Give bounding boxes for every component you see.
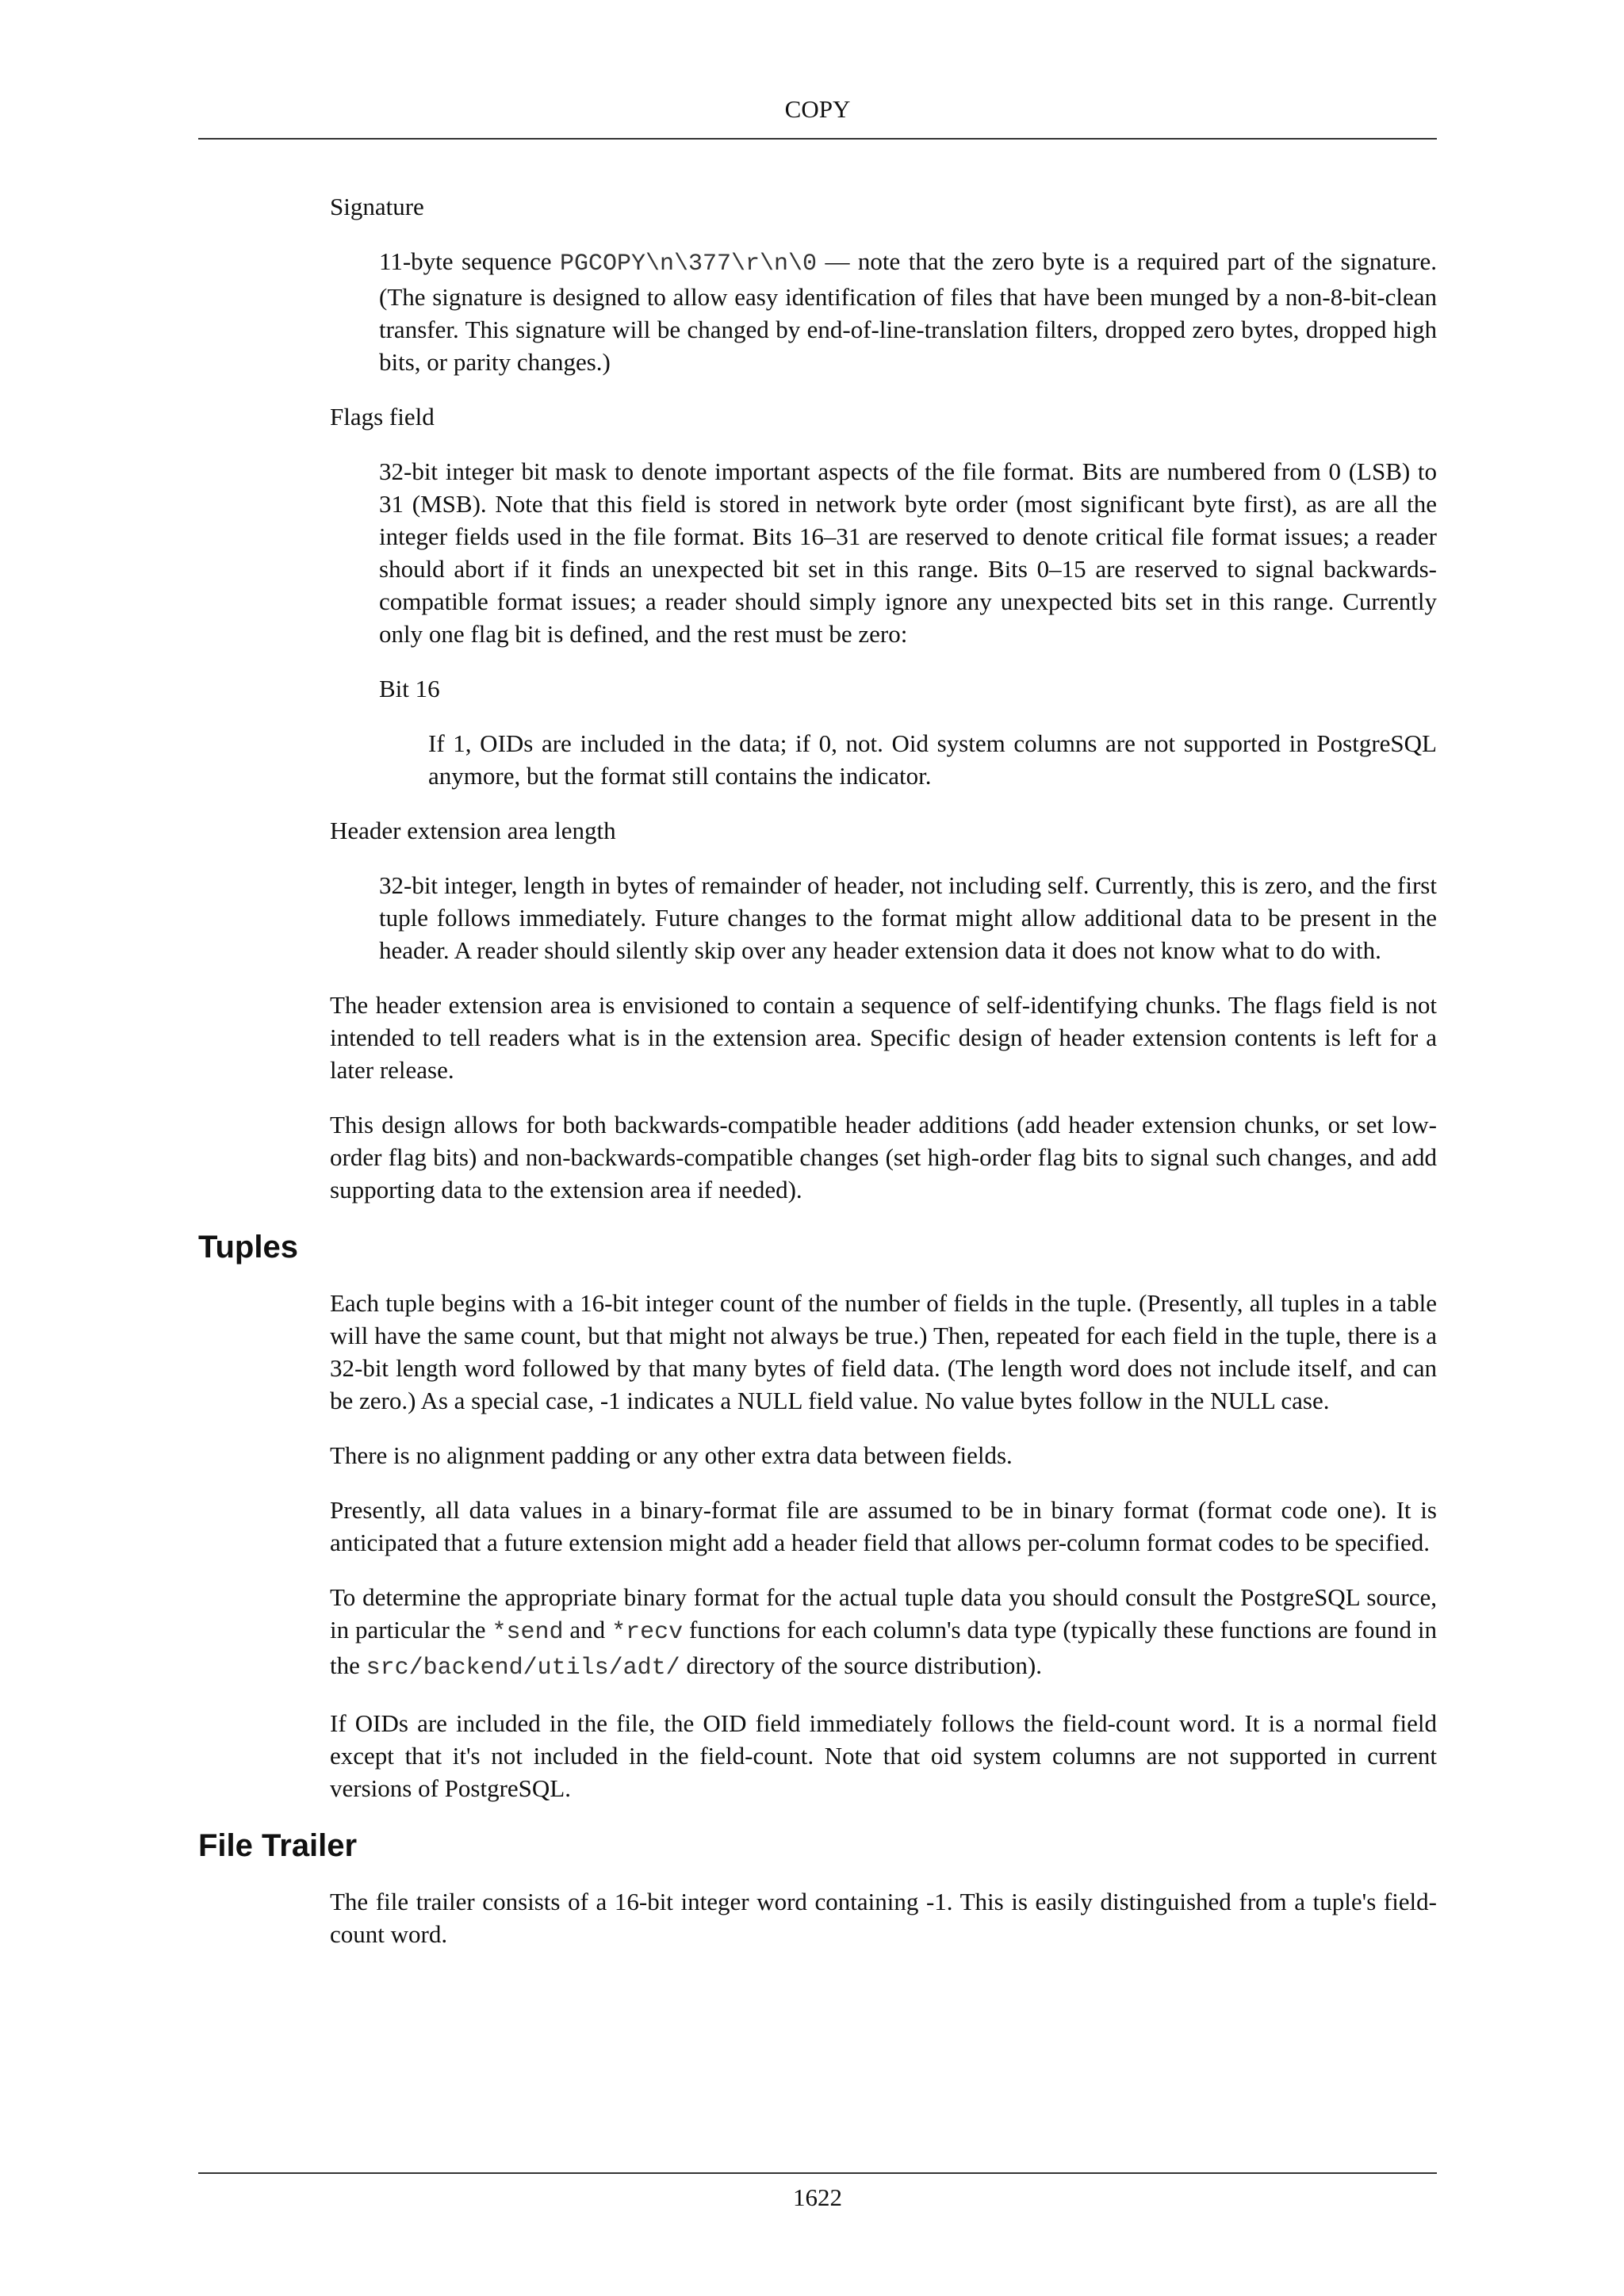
- section-heading-file-trailer: File Trailer: [198, 1828, 358, 1863]
- page-content: [198, 190, 1437, 1973]
- footer-rule: [198, 2172, 1437, 2174]
- section-heading-tuples: Tuples: [198, 1230, 298, 1265]
- flags-description: 32-bit integer bit mask to denote important aspects of the file format. Bits are numbered from 0 (LSB) to 31 (MSB). Note that this field is stored in network byte order (most significant byte first), as are all the integer fields used in the file format. Bits 16–31 are reserved to denote critical file format issues; a reader should abort if it finds an unexpected bit set in this range. Bits 0–15 are reserved to signal backwards-compatible format issues; a reader should simply ignore any unexpected bits set in this range. Currently only one flag bit is defined, and the rest must be zero:: [379, 457, 1437, 648]
- paragraph: This design allows for both backwards-compatible header additions (add header extension chunks, or set low-order flag bits) and non-backwards-compatible changes (set high-order flag bits to signal such changes, and add supporting data to the extension area if needed).: [330, 1111, 1437, 1203]
- running-header: COPY: [784, 95, 851, 123]
- paragraph: Presently, all data values in a binary-format file are assumed to be in binary format (format code one). It is anticipated that a future extension might add a header field that allows per-column format codes to be specified.: [330, 1496, 1437, 1556]
- signature-description: [379, 245, 1437, 378]
- paragraph: There is no alignment padding or any other extra data between fields.: [330, 1441, 1013, 1469]
- paragraph-binary-format: [330, 1581, 1437, 1685]
- signature-term: Signature: [330, 193, 424, 220]
- paragraph: The header extension area is envisioned to contain a sequence of self-identifying chunks. The flags field is not intended to tell readers what is in the extension area. Specific design of header extension contents is left for a later release.: [330, 991, 1437, 1084]
- text-run: directory of the source distribution).: [680, 1651, 1042, 1679]
- signature-text-1: 11-byte sequence: [379, 247, 560, 275]
- send-code: *send: [492, 1619, 564, 1646]
- recv-code: *recv: [611, 1619, 684, 1646]
- text-run: and: [563, 1616, 612, 1644]
- paragraph: Each tuple begins with a 16-bit integer count of the number of fields in the tuple. (Presently, all tuples in a table will have the same count, but that might not always be true.) Then, repeated for each field in the tuple, there is a 32-bit length word followed by that many bytes of field data. (The length word does not include itself, and can be zero.) As a special case, -1 indicates a NULL field value. No value bytes follow in the NULL case.: [330, 1289, 1437, 1414]
- signature-text-2: — note that the zero byte is a required part of the signature. (The signature is designed to allow easy identification of files that have been munged by a non-8-bit-clean transfer. This signature will be changed by end-of-line-translation filters, dropped zero bytes, dropped high bits, or parity changes.): [379, 247, 1437, 376]
- bit16-description: If 1, OIDs are included in the data; if 0, not. Oid system columns are not supported in PostgreSQL anymore, but the format still contains the indicator.: [428, 729, 1437, 790]
- header-rule: [198, 138, 1437, 140]
- paragraph: The file trailer consists of a 16-bit integer word containing -1. This is easily distinguished from a tuple's field-count word.: [330, 1888, 1437, 1948]
- bit16-term: Bit 16: [379, 675, 440, 702]
- adt-path-code: src/backend/utils/adt/: [366, 1655, 680, 1682]
- header-ext-term: Header extension area length: [330, 817, 616, 844]
- text-run: To determine the appropriate binary format for the actual tuple data you should consult the PostgreSQL source, in particular the: [330, 1583, 1437, 1644]
- header-ext-description: 32-bit integer, length in bytes of remainder of header, not including self. Currently, this is zero, and the first tuple follows immediately. Future changes to the format might allow additional data to be present in the header. A reader should silently skip over any header extension data it does not know what to do with.: [379, 871, 1437, 964]
- page-number: 1622: [793, 2183, 842, 2211]
- flags-term: Flags field: [330, 403, 435, 430]
- text-run: functions for each column's data type (typically these functions are found in the: [330, 1616, 1438, 1679]
- signature-code: PGCOPY\n\377\r\n\0: [560, 251, 818, 277]
- paragraph: If OIDs are included in the file, the OID field immediately follows the field-count word. It is a normal field except that it's not included in the field-count. Note that oid system columns are not supported in current versions of PostgreSQL.: [330, 1709, 1437, 1802]
